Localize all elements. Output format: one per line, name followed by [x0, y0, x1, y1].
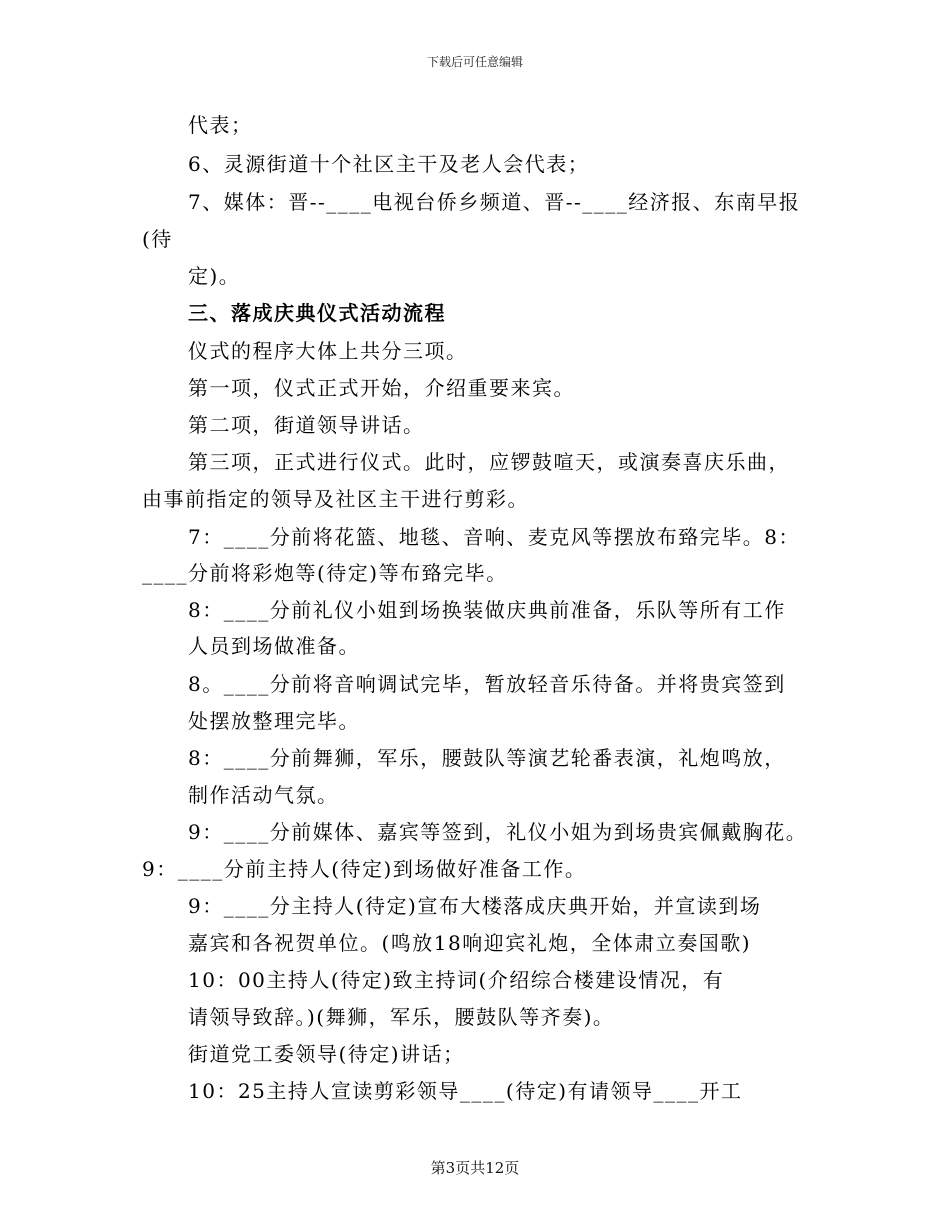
text-line: 10：00主持人(待定)致主持词(介绍综合楼建设情况，有 [188, 968, 725, 992]
page-header: 下载后可任意编辑 [426, 55, 523, 69]
text-line: 第三项，正式进行仪式。此时，应锣鼓喧天，或演奏喜庆乐曲， [188, 450, 790, 474]
text-line: (待 [142, 227, 173, 251]
text-line: 7：____分前将花篮、地毯、音响、麦克风等摆放布臵完毕。8： [188, 525, 800, 549]
text-line: 由事前指定的领导及社区主干进行剪彩。 [142, 487, 529, 511]
text-line: 8：____分前舞狮，军乐，腰鼓队等演艺轮番表演，礼炮鸣放， [188, 746, 786, 770]
text-line: 第一项，仪式正式开始，介绍重要来宾。 [188, 376, 575, 400]
text-line: 6、灵源街道十个社区主干及老人会代表； [188, 152, 590, 176]
text-line: 仪式的程序大体上共分三项。 [188, 339, 468, 363]
text-line: 9：____分前媒体、嘉宾等签到，礼仪小姐为到场贵宾佩戴胸花。 [188, 820, 808, 844]
text-line: 第二项，街道领导讲话。 [188, 413, 425, 437]
text-line: 定)。 [188, 264, 241, 288]
text-line: 7、媒体：晋--____电视台侨乡频道、晋--____经济报、东南早报 [188, 190, 801, 214]
text-line: 8。____分前将音响调试完毕，暂放轻音乐待备。并将贵宾签到 [188, 672, 786, 696]
text-line: 10：25主持人宣读剪彩领导____(待定)有请领导____开工 [188, 1079, 743, 1103]
text-line: 街道党工委领导(待定)讲话； [188, 1042, 465, 1066]
text-line: 嘉宾和各祝贺单位。(鸣放18响迎宾礼炮，全体肃立奏国歌) [188, 931, 752, 955]
text-line: 处摆放整理完毕。 [188, 709, 360, 733]
text-line: 9：____分主持人(待定)宣布大楼落成庆典开始，并宣读到场 [188, 894, 762, 918]
text-line: 制作活动气氛。 [188, 783, 339, 807]
text-line: 9：____分前主持人(待定)到场做好准备工作。 [142, 857, 587, 881]
text-line: ____分前将彩炮等(待定)等布臵完毕。 [142, 561, 508, 585]
text-line: 请领导致辞。)(舞狮，军乐，腰鼓队等齐奏)。 [188, 1005, 615, 1029]
section-heading: 三、落成庆典仪式活动流程 [188, 301, 446, 325]
text-line: 代表； [188, 113, 253, 137]
text-line: 8：____分前礼仪小姐到场换装做庆典前准备，乐队等所有工作 [188, 598, 786, 622]
page-footer: 第3页共12页 [430, 1159, 520, 1177]
text-line: 人员到场做准备。 [188, 634, 360, 658]
